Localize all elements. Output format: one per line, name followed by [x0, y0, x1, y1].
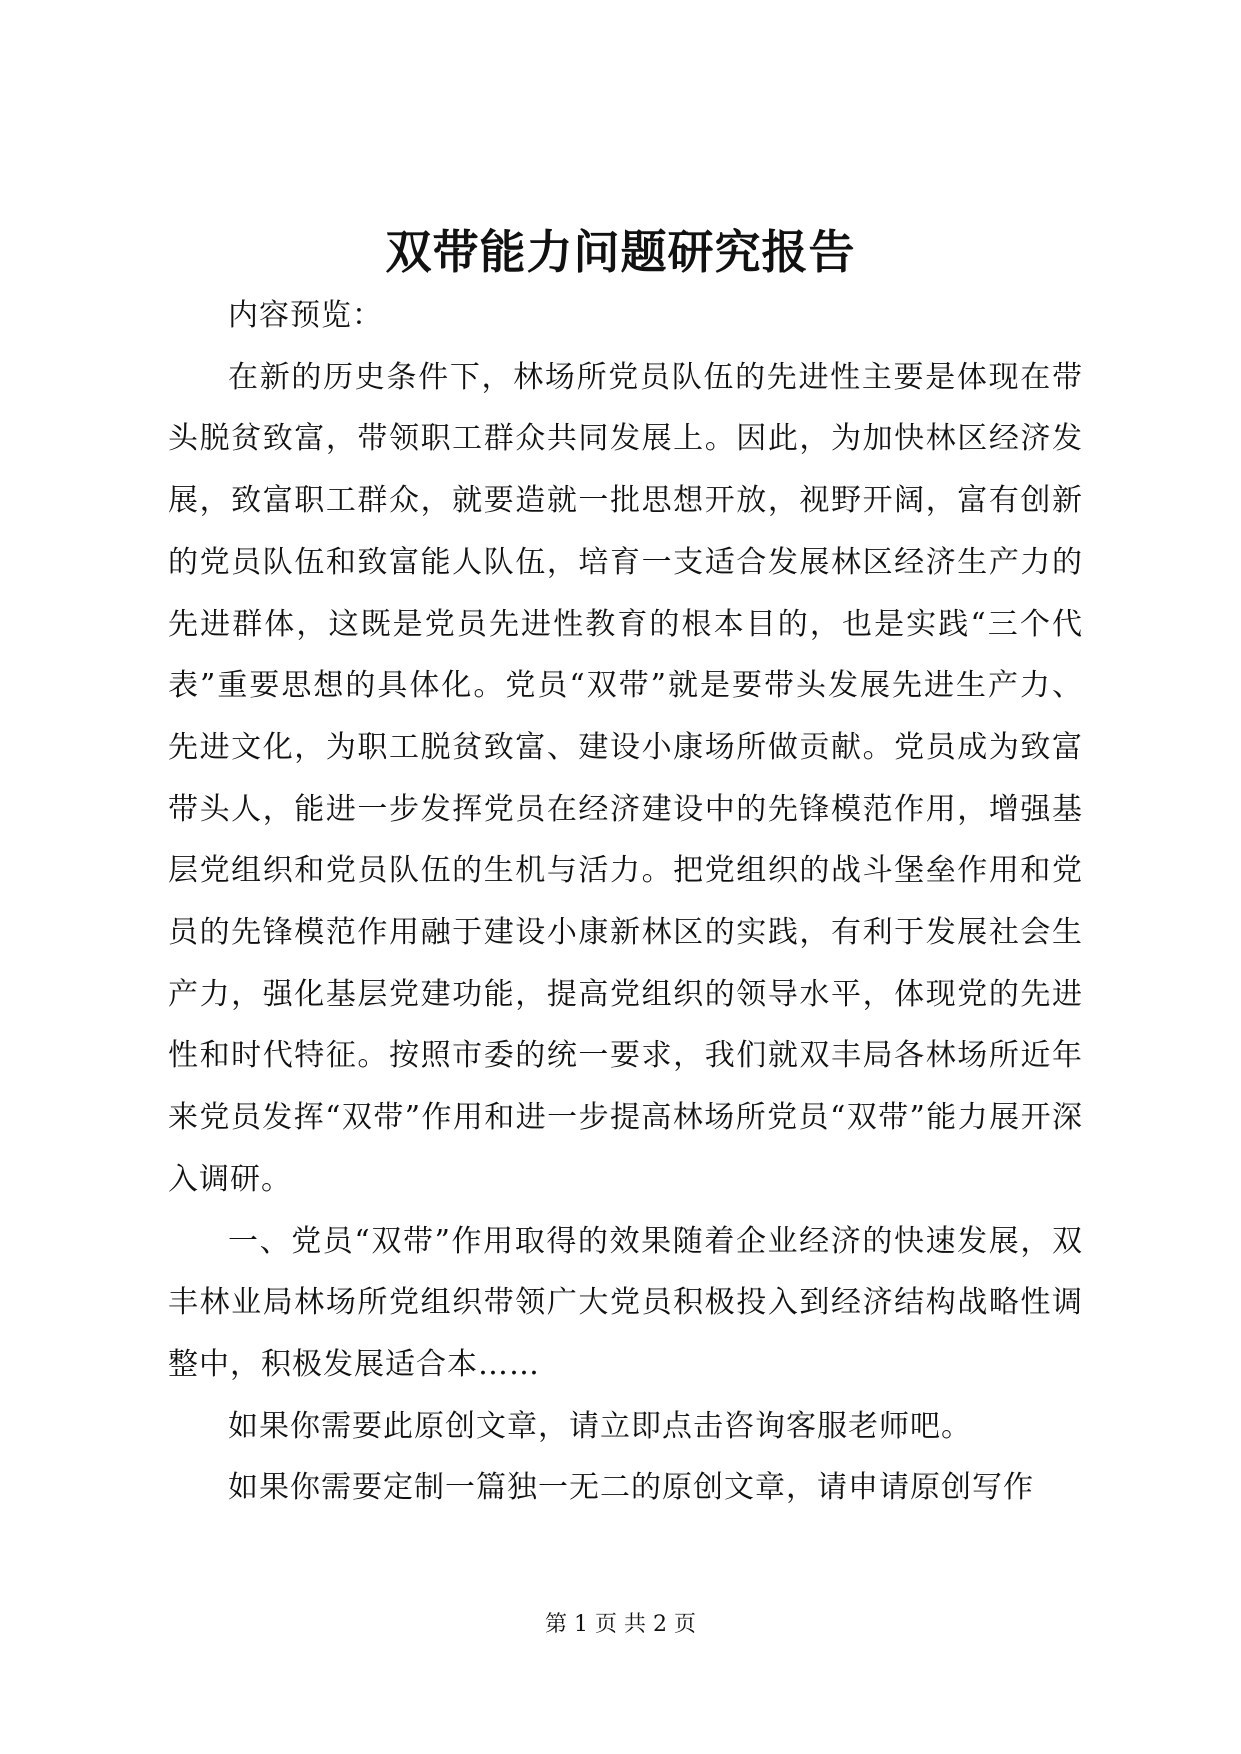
document-body — [168, 285, 1083, 1519]
custom-writing-prompt: 如果你需要定制一篇独一无二的原创文章，请申请原创写作 — [228, 1470, 1034, 1506]
document-title: 双带能力问题研究报告 — [385, 225, 856, 279]
preview-label: 内容预览： — [228, 298, 383, 333]
body-paragraph: 在新的历史条件下，林场所党员队伍的先进性主要是体现在带头脱贫致富，带领职工群众共同发展上。因此，为加快林区经济发展，致富职工群众，就要造就一批思想开放，视野开阔，富有创新的党员队伍和致富能人队伍，培育一支适合发展林区经济生产力的先进群体，这既是党员先进性教育的根本目的，也是实践“三个代表”重要思想的具体化。党员“双带”就是要带头发展先进生产力、先进文化，为职工脱贫致富、建设小康场所做贡献。党员成为致富带头人，能进一步发挥党员在经济建设中的先锋模范作用，增强基层党组织和党员队伍的生机与活力。把党组织的战斗堡垒作用和党员的先锋模范作用融于建设小康新林区的实践，有利于发展社会生产力，强化基层党建功能，提高党组织的领导水平，体现党的先进性和时代特征。按照市委的统一要求，我们就双丰局各林场所近年来党员发挥“双带”作用和进一步提高林场所党员“双带”能力展开深入调研。 — [168, 359, 1083, 1197]
page-number-footer: 第 1 页 共 2 页 — [545, 1612, 696, 1637]
consult-prompt: 如果你需要此原创文章，请立即点击咨询客服老师吧。 — [228, 1408, 972, 1444]
body-paragraph: 一、党员“双带”作用取得的效果随着企业经济的快速发展，双丰林业局林场所党组织带领广大党员积极投入到经济结构战略性调整中，积极发展适合本…… — [168, 1223, 1083, 1382]
